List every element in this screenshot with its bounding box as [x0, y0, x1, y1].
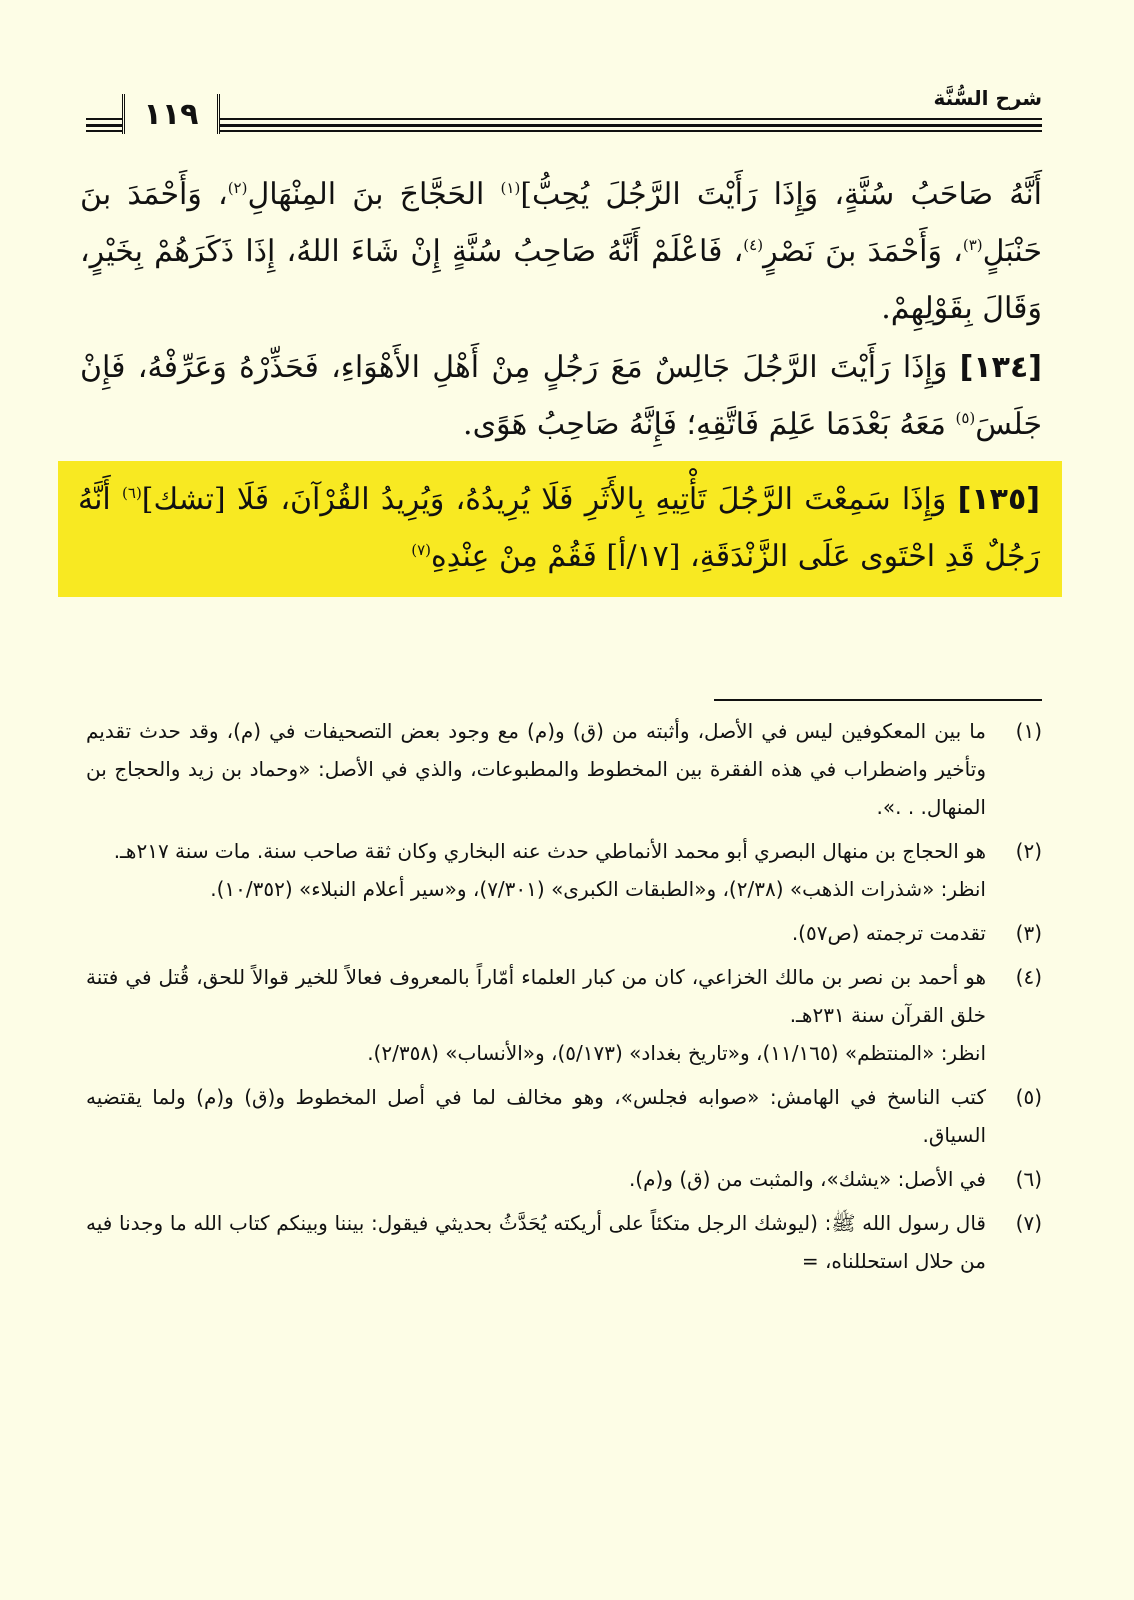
footnote-ref: (٥) — [955, 409, 976, 427]
footnote-line: تقدمت ترجمته (ص٥٧). — [791, 921, 986, 945]
footnote-line: ما بين المعكوفين ليس في الأصل، وأثبته من (ق) و(م) مع وجود بعض التصحيفات في (م)، وقد حدث تقديم وتأخير واضطراب في هذه الفقرة بين المخطوط والمطبوعات، والذي في الأصل: «وحماد بن زيد والحجاج بن المنهال. . .». — [86, 719, 986, 819]
page-header — [86, 84, 1042, 136]
paragraph — [80, 339, 1042, 453]
footnote-separator — [714, 699, 1042, 701]
footnote-number: (٢) — [1015, 839, 1042, 863]
footnote-text — [86, 958, 986, 1072]
footnote — [86, 1078, 1042, 1154]
footnote-text — [86, 832, 986, 908]
paragraph-text: أَنَّهُ صَاحَبُ سُنَّةٍ، وَإِذَا رَأَيْتَ الرَّجُلَ يُحِبُّ] — [520, 177, 1043, 212]
paragraph-text: ، وَأَحْمَدَ بنَ نَصْرٍ — [763, 234, 963, 269]
footnote-number: (٧) — [1015, 1211, 1042, 1235]
footnote-ref: (٧) — [411, 541, 431, 559]
footnote — [86, 1160, 1042, 1198]
paragraph-text: ، فَاعْلَمْ أَنَّهُ صَاحِبُ سُنَّةٍ إِنْ شَاءَ اللهُ، إِذَا ذَكَرَهُمْ بِخَيْرٍ، وَقَالَ بِقَوْلِهِمْ. — [80, 234, 1042, 326]
paragraph-text: الحَجَّاجَ بنَ المِنْهَالِ — [247, 177, 501, 212]
footnote-text — [86, 914, 986, 952]
header-rule — [86, 124, 1042, 127]
header-rule — [86, 130, 1042, 132]
footnote-number: (٤) — [1015, 965, 1042, 989]
paragraph — [80, 166, 1042, 337]
footnotes — [86, 712, 1042, 1280]
paragraph-number: [١٣٤] — [959, 350, 1042, 385]
footnote-line: قال رسول الله ﷺ: (ليوشك الرجل متكئاً على أريكته يُحَدَّثُ بحديثي فيقول: بيننا وبينكم كتاب الله ما وجدنا فيه من حلال استحللناه، = — [86, 1211, 986, 1273]
footnote-line: في الأصل: «يشك»، والمثبت من (ق) و(م). — [628, 1167, 986, 1191]
footnote — [86, 914, 1042, 952]
footnote-number: (٥) — [1015, 1085, 1042, 1109]
footnote-ref: (٣) — [962, 236, 983, 254]
footnote-text — [86, 712, 986, 826]
footnote-number: (٣) — [1015, 921, 1042, 945]
footnote-text — [86, 1160, 986, 1198]
book-title: شرح السُّنَّة — [933, 86, 1042, 110]
footnote — [86, 712, 1042, 826]
footnote-line: هو أحمد بن نصر بن مالك الخزاعي، كان من كبار العلماء أمّاراً بالمعروف فعالاً للخير قوالاً للحق، قُتل في فتنة خلق القرآن سنة ٢٣١هـ. — [86, 965, 986, 1027]
paragraph-text: وَإِذَا رَأَيْتَ الرَّجُلَ جَالِسٌ مَعَ رَجُلٍ مِنْ أَهْلِ الأَهْوَاءِ، فَحَذِّرْهُ وَعَرِّفْهُ، فَإِنْ جَلَسَ — [80, 350, 1042, 442]
main-text — [80, 166, 1042, 597]
footnote-text — [86, 1204, 986, 1280]
footnote-text — [86, 1078, 986, 1154]
footnote-ref: (٤) — [743, 236, 764, 254]
footnote-ref: (١) — [500, 179, 521, 197]
paragraph-text: أَنَّهُ رَجُلٌ قَدِ احْتَوى عَلَى الزَّنْدَقَةِ، [١٧/أ] فَقُمْ مِنْ عِنْدِهِ — [78, 482, 1040, 574]
paragraph-text: وَإِذَا سَمِعْتَ الرَّجُلَ تَأْتِيهِ بِالأَثَرِ فَلَا يُرِيدُهُ، وَيُرِيدُ القُرْآنَ، فَلَا [تشك] — [141, 482, 958, 517]
footnote-number: (٦) — [1015, 1167, 1042, 1191]
footnote-line: انظر: «شذرات الذهب» (٢/٣٨)، و«الطبقات الكبرى» (٧/٣٠١)، و«سير أعلام النبلاء» (١٠/٣٥٢). — [210, 877, 986, 901]
footnote-ref: (٢) — [227, 179, 248, 197]
footnote-ref: (٦) — [122, 484, 142, 502]
footnote — [86, 958, 1042, 1072]
header-rule — [86, 118, 1042, 120]
footnote-line: انظر: «المنتظم» (١١/١٦٥)، و«تاريخ بغداد» (٥/١٧٣)، و«الأنساب» (٢/٣٥٨). — [367, 1041, 986, 1065]
footnote-number: (١) — [1015, 719, 1042, 743]
footnote-line: كتب الناسخ في الهامش: «صوابه فجلس»، وهو مخالف لما في أصل المخطوط و(ق) و(م) ولما يقتضيه السياق. — [86, 1085, 986, 1147]
page-number: ١١٩ — [122, 94, 220, 134]
paragraph-text: مَعَهُ بَعْدَمَا عَلِمَ فَاتَّقِهِ؛ فَإِنَّهُ صَاحِبُ هَوًى. — [463, 407, 956, 442]
footnote — [86, 832, 1042, 908]
footnote — [86, 1204, 1042, 1280]
paragraph-text: ، وَأَحْمَدَ بنَ حَنْبَلٍ — [80, 177, 1042, 269]
paragraph-number: [١٣٥] — [957, 482, 1040, 517]
highlighted-paragraph — [58, 461, 1062, 597]
footnote-line: هو الحجاج بن منهال البصري أبو محمد الأنماطي حدث عنه البخاري وكان ثقة صاحب سنة. مات سنة ٢١٧هـ. — [113, 839, 986, 863]
